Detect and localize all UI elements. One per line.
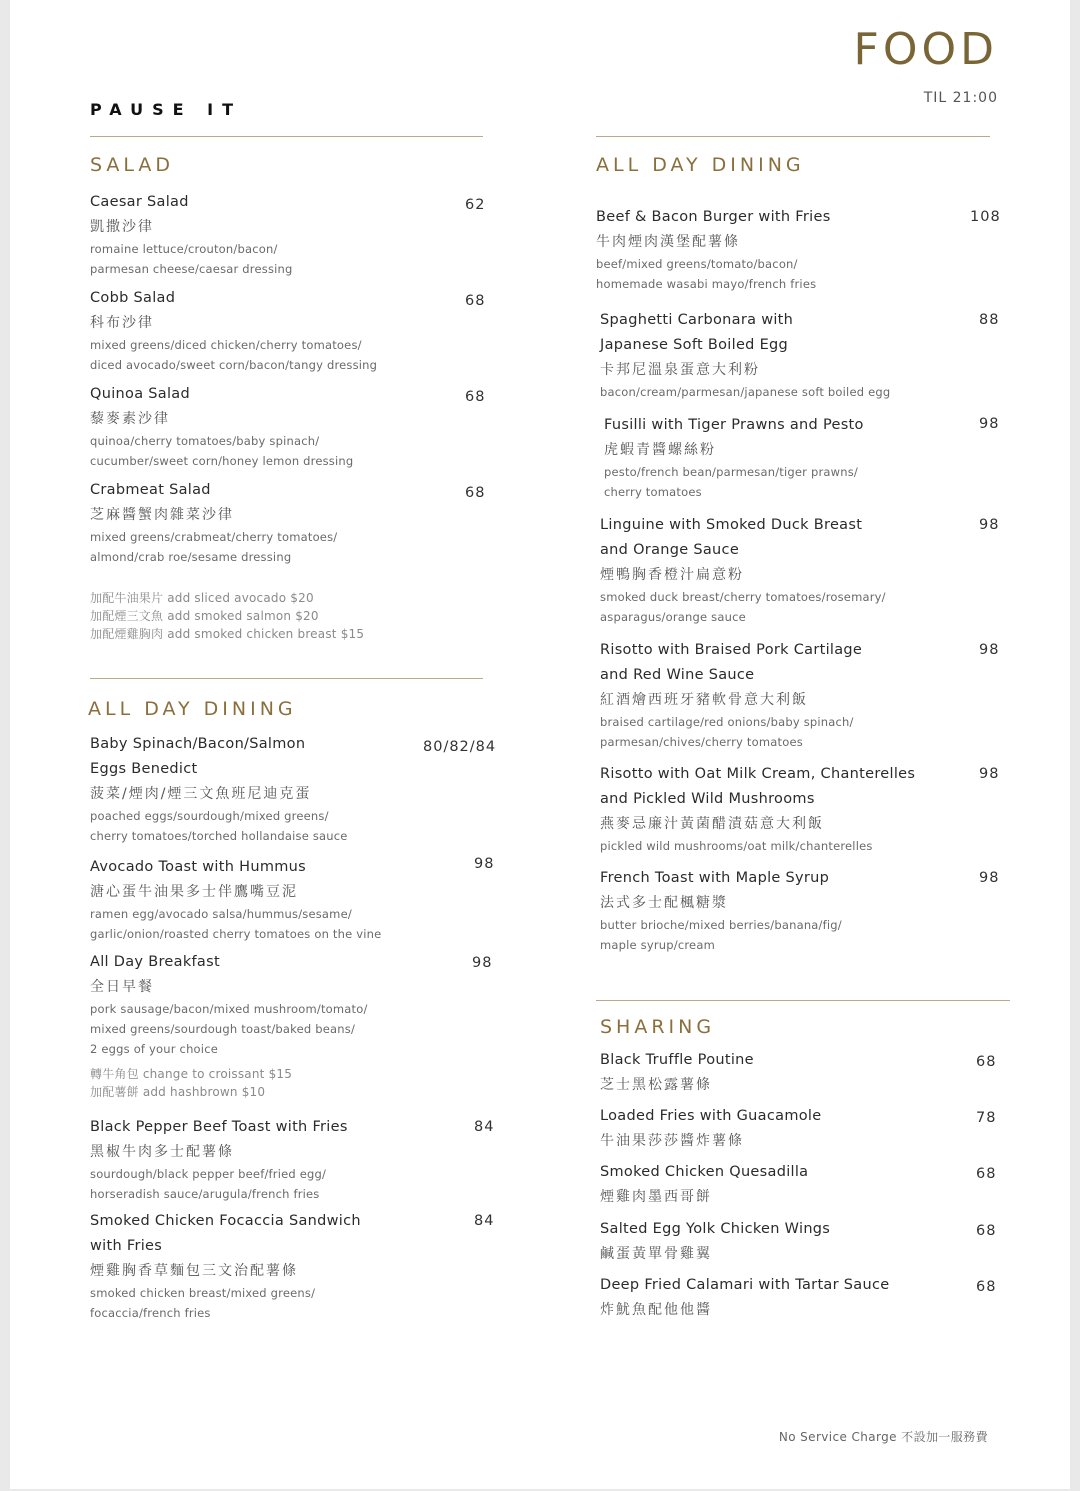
item-name-zh: 牛肉煙肉漢堡配薯條	[596, 234, 740, 250]
addon-line: 加配煙雞胸肉 add smoked chicken breast $15	[90, 627, 365, 641]
brand-name: PAUSE IT	[90, 100, 243, 119]
item-description: sourdough/black pepper beef/fried egg/	[90, 1167, 327, 1181]
item-description: ramen egg/avocado salsa/hummus/sesame/	[90, 907, 352, 921]
menu-item	[596, 205, 1016, 294]
addon-line: 加配薯餅 add hashbrown $10	[90, 1085, 266, 1099]
item-name-zh: 鹹蛋黃單骨雞翼	[600, 1246, 712, 1262]
item-description: cucumber/sweet corn/honey lemon dressing	[90, 454, 354, 468]
menu-item	[600, 1273, 1020, 1322]
item-description: mixed greens/diced chicken/cherry tomatoes/	[90, 338, 362, 352]
divider	[90, 678, 483, 679]
item-price: 80/82/84	[423, 739, 497, 755]
item-price: 68	[465, 293, 486, 309]
divider	[596, 136, 990, 137]
menu-item	[90, 1115, 510, 1204]
item-price: 68	[976, 1166, 997, 1182]
menu-page	[10, 0, 1070, 1489]
item-price: 78	[976, 1110, 997, 1126]
divider	[596, 1000, 1010, 1001]
item-name: Black Pepper Beef Toast with Fries	[90, 1119, 348, 1135]
item-description: horseradish sauce/arugula/french fries	[90, 1187, 320, 1201]
section-title-all-day-dining: ALL DAY DINING	[596, 154, 805, 176]
item-name: and Pickled Wild Mushrooms	[600, 791, 815, 807]
item-name: with Fries	[90, 1238, 163, 1254]
item-description: romaine lettuce/crouton/bacon/	[90, 242, 278, 256]
item-name-zh: 芝麻醬蟹肉雜菜沙律	[90, 507, 234, 523]
item-name-zh: 炸魷魚配他他醬	[600, 1302, 712, 1318]
item-description: beef/mixed greens/tomato/bacon/	[596, 257, 798, 271]
menu-item	[600, 638, 1020, 752]
item-price: 98	[472, 955, 493, 971]
menu-item	[90, 1209, 510, 1323]
item-description: smoked chicken breast/mixed greens/	[90, 1286, 316, 1300]
item-name: Linguine with Smoked Duck Breast	[600, 517, 863, 533]
item-name: French Toast with Maple Syrup	[600, 870, 830, 886]
section-title-salad: SALAD	[90, 154, 175, 176]
item-name: Caesar Salad	[90, 194, 189, 210]
item-name: Loaded Fries with Guacamole	[600, 1108, 822, 1124]
item-price: 68	[976, 1054, 997, 1070]
item-name: Smoked Chicken Quesadilla	[600, 1164, 809, 1180]
menu-item	[600, 1048, 1020, 1097]
menu-item	[600, 762, 1040, 856]
item-name: Quinoa Salad	[90, 386, 190, 402]
item-price: 98	[979, 416, 1000, 432]
item-name: Fusilli with Tiger Prawns and Pesto	[604, 417, 864, 433]
item-name-zh: 科布沙律	[90, 315, 154, 331]
addon-line: 加配牛油果片 add sliced avocado $20	[90, 591, 314, 605]
item-name: and Red Wine Sauce	[600, 667, 755, 683]
item-description: pesto/french bean/parmesan/tiger prawns/	[604, 465, 858, 479]
item-name-zh: 煙雞肉墨西哥餅	[600, 1189, 712, 1205]
item-name-zh: 紅酒燴西班牙豬軟骨意大利飯	[600, 692, 808, 708]
item-description: garlic/onion/roasted cherry tomatoes on the vine	[90, 927, 382, 941]
menu-item	[90, 190, 510, 279]
item-description: braised cartilage/red onions/baby spinach/	[600, 715, 854, 729]
item-description: mixed greens/sourdough toast/baked beans/	[90, 1022, 356, 1036]
salad-addons	[90, 589, 364, 643]
item-description: pickled wild mushrooms/oat milk/chanterelles	[600, 839, 873, 853]
item-name-zh: 溏心蛋牛油果多士伴鷹嘴豆泥	[90, 884, 298, 900]
item-name-zh: 燕麥忌廉汁黃菌醋漬菇意大利飯	[600, 816, 824, 832]
divider	[90, 136, 483, 137]
menu-item	[90, 382, 510, 471]
item-price: 98	[979, 642, 1000, 658]
item-price: 68	[976, 1223, 997, 1239]
item-description: 2 eggs of your choice	[90, 1042, 218, 1056]
item-name: Deep Fried Calamari with Tartar Sauce	[600, 1277, 890, 1293]
item-name: and Orange Sauce	[600, 542, 740, 558]
item-name-zh: 法式多士配楓糖漿	[600, 895, 728, 911]
item-description: pork sausage/bacon/mixed mushroom/tomato/	[90, 1002, 368, 1016]
item-name: Smoked Chicken Focaccia Sandwich	[90, 1213, 361, 1229]
item-description: cherry tomatoes/torched hollandaise sauce	[90, 829, 348, 843]
item-name: Eggs Benedict	[90, 761, 198, 777]
item-price: 68	[465, 485, 486, 501]
item-description: focaccia/french fries	[90, 1306, 211, 1320]
item-description: quinoa/cherry tomatoes/baby spinach/	[90, 434, 320, 448]
section-title-sharing: SHARING	[600, 1016, 716, 1038]
item-description: diced avocado/sweet corn/bacon/tangy dressing	[90, 358, 378, 372]
item-name-zh: 卡邦尼溫泉蛋意大利粉	[600, 362, 760, 378]
menu-title: FOOD	[853, 24, 998, 75]
item-description: butter brioche/mixed berries/banana/fig/	[600, 918, 842, 932]
item-name: Risotto with Braised Pork Cartilage	[600, 642, 863, 658]
item-description: cherry tomatoes	[604, 485, 702, 499]
item-price: 84	[474, 1213, 495, 1229]
item-description: homemade wasabi mayo/french fries	[596, 277, 817, 291]
item-price: 88	[979, 312, 1000, 328]
item-name: Cobb Salad	[90, 290, 176, 306]
item-name: Avocado Toast with Hummus	[90, 859, 307, 875]
item-description: parmesan/chives/cherry tomatoes	[600, 735, 803, 749]
item-price: 98	[474, 856, 495, 872]
service-charge-note: No Service Charge 不設加一服務費	[778, 1430, 988, 1444]
serving-hours: TIL 21:00	[923, 90, 998, 106]
item-name-zh: 全日早餐	[90, 979, 154, 995]
menu-item	[600, 1217, 1020, 1266]
item-name-zh: 黑椒牛肉多士配薯條	[90, 1144, 234, 1160]
item-description: parmesan cheese/caesar dressing	[90, 262, 293, 276]
item-name: Japanese Soft Boiled Egg	[600, 337, 789, 353]
item-name-zh: 虎蝦青醬螺絲粉	[604, 442, 716, 458]
item-description: mixed greens/crabmeat/cherry tomatoes/	[90, 530, 338, 544]
item-description: bacon/cream/parmesan/japanese soft boiled egg	[600, 385, 891, 399]
item-name-zh: 菠菜/煙肉/煙三文魚班尼迪克蛋	[90, 786, 312, 802]
item-description: maple syrup/cream	[600, 938, 715, 952]
item-price: 68	[976, 1279, 997, 1295]
item-name: All Day Breakfast	[90, 954, 220, 970]
item-price: 108	[970, 209, 1001, 225]
addon-line: 轉牛角包 change to croissant $15	[90, 1067, 293, 1081]
item-name-zh: 牛油果莎莎醬炸薯條	[600, 1133, 744, 1149]
item-name-zh: 煙鴨胸香橙汁扁意粉	[600, 567, 744, 583]
item-name-zh: 芝士黑松露薯條	[600, 1077, 712, 1093]
item-name: Risotto with Oat Milk Cream, Chanterelles	[600, 766, 916, 782]
addon-line: 加配煙三文魚 add smoked salmon $20	[90, 609, 319, 623]
item-price: 98	[979, 870, 1000, 886]
item-price: 98	[979, 517, 1000, 533]
item-description: poached eggs/sourdough/mixed greens/	[90, 809, 329, 823]
menu-item	[600, 1104, 1020, 1153]
item-name: Beef & Bacon Burger with Fries	[596, 209, 831, 225]
item-name: Salted Egg Yolk Chicken Wings	[600, 1221, 831, 1237]
item-description: smoked duck breast/cherry tomatoes/rosemary/	[600, 590, 886, 604]
menu-item	[90, 478, 510, 567]
item-name-zh: 煙雞胸香草麵包三文治配薯條	[90, 1263, 298, 1279]
item-name-zh: 藜麥素沙律	[90, 411, 170, 427]
menu-item	[90, 855, 510, 944]
item-name: Baby Spinach/Bacon/Salmon	[90, 736, 306, 752]
item-price: 98	[979, 766, 1000, 782]
item-name: Crabmeat Salad	[90, 482, 211, 498]
menu-item	[600, 513, 1020, 627]
menu-item	[600, 308, 1020, 402]
menu-item	[600, 1160, 1020, 1209]
item-name: Spaghetti Carbonara with	[600, 312, 794, 328]
item-price: 68	[465, 389, 486, 405]
section-title-all-day-dining: ALL DAY DINING	[88, 698, 297, 720]
menu-item	[90, 950, 510, 1101]
item-name: Black Truffle Poutine	[600, 1052, 754, 1068]
menu-item	[604, 413, 1024, 502]
item-price: 84	[474, 1119, 495, 1135]
item-description: almond/crab roe/sesame dressing	[90, 550, 292, 564]
item-price: 62	[465, 197, 486, 213]
item-name-zh: 凱撒沙律	[90, 219, 154, 235]
menu-item	[90, 286, 510, 375]
menu-item	[600, 866, 1020, 955]
item-description: asparagus/orange sauce	[600, 610, 746, 624]
